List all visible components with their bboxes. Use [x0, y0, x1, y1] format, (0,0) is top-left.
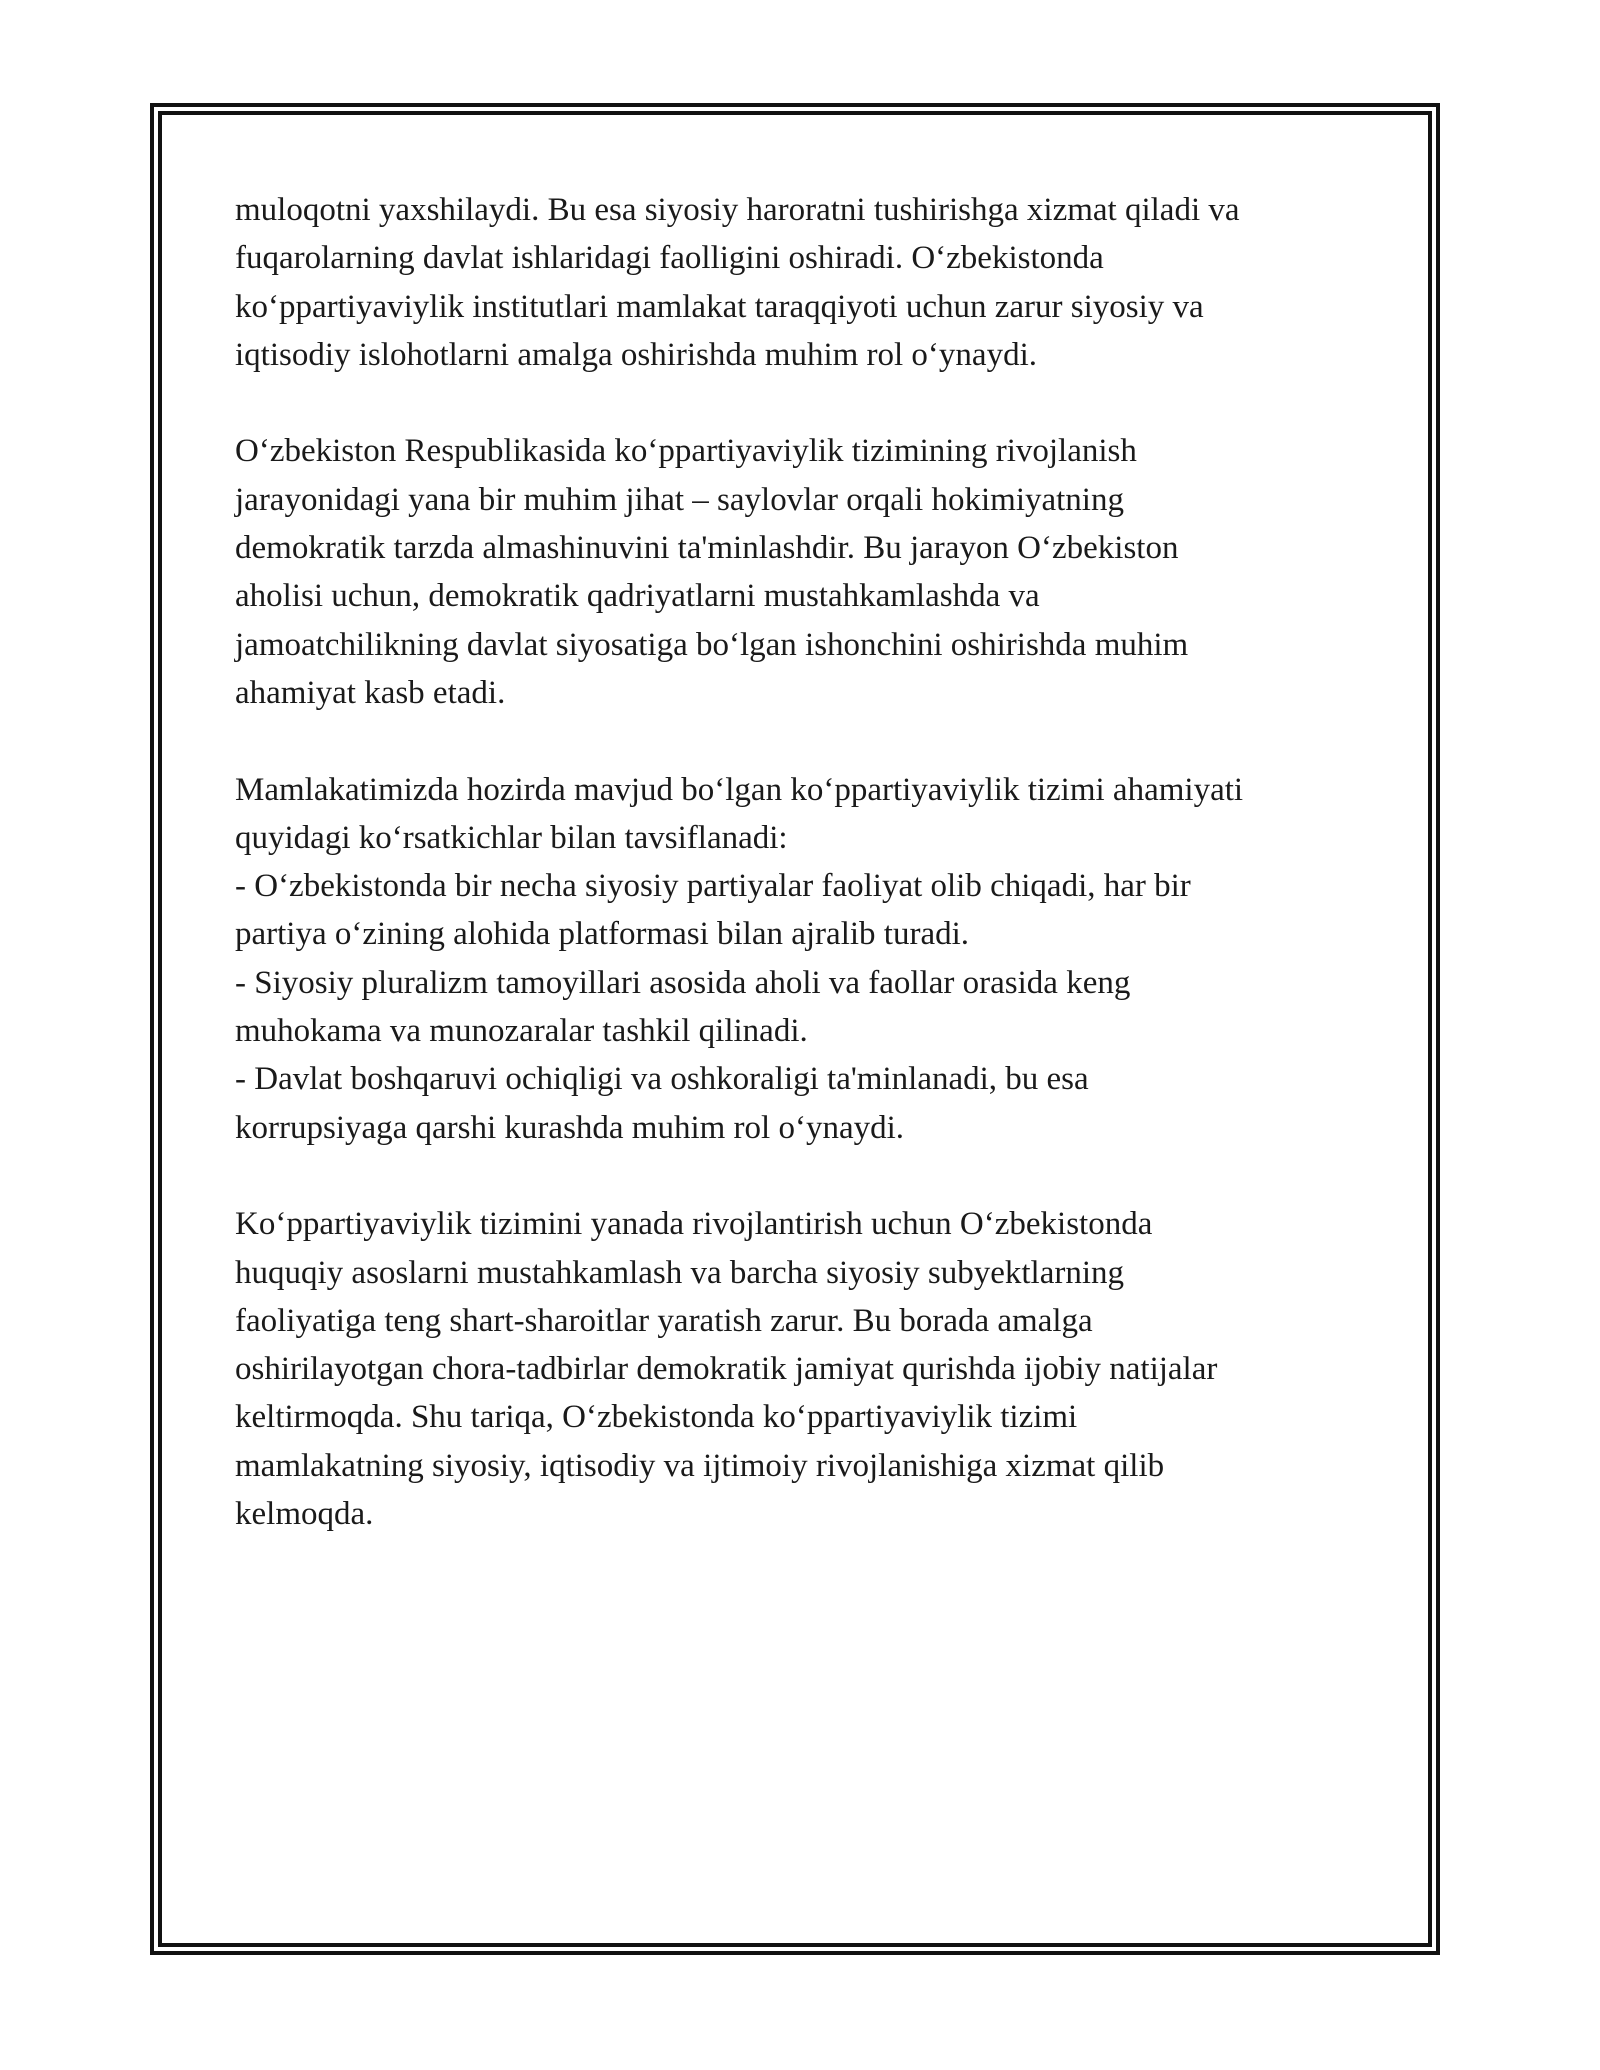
text-line: ko‘ppartiyaviylik institutlari mamlakat taraqqiyoti uchun zarur siyosiy va [235, 288, 1204, 325]
list-item: - Davlat boshqaruvi ochiqligi va oshkoraligi ta'minlanadi, bu esa [235, 1061, 1089, 1098]
document-body [235, 186, 1355, 1587]
paragraph-3 [235, 766, 1355, 1152]
text-line: huquqiy asoslarni mustahkamlash va barcha siyosiy subyektlarning [235, 1254, 1125, 1291]
text-line: fuqarolarning davlat ishlaridagi faolligini oshiradi. O‘zbekistonda [235, 240, 1104, 277]
list-item-continuation: korrupsiyaga qarshi kurashda muhim rol o‘ynaydi. [235, 1109, 905, 1146]
text-line: oshirilayotgan chora-tadbirlar demokratik jamiyat qurishda ijobiy natijalar [235, 1351, 1218, 1388]
text-line: jarayonidagi yana bir muhim jihat – saylovlar orqali hokimiyatning [235, 481, 1124, 518]
list-item-continuation: muhokama va munozaralar tashkil qilinadi. [235, 1013, 808, 1050]
text-line: faoliyatiga teng shart-sharoitlar yaratish zarur. Bu borada amalga [235, 1302, 1093, 1339]
text-line: muloqotni yaxshilaydi. Bu esa siyosiy haroratni tushirishga xizmat qiladi va [235, 192, 1240, 228]
list-item-continuation: partiya o‘zining alohida platformasi bilan ajralib turadi. [235, 916, 970, 953]
text-line: aholisi uchun, demokratik qadriyatlarni mustahkamlashda va [235, 578, 1040, 615]
paragraph-2 [235, 427, 1355, 717]
text-line: keltirmoqda. Shu tariqa, O‘zbekistonda ko‘ppartiyaviylik tizimi [235, 1399, 1078, 1436]
text-line: ahamiyat kasb etadi. [235, 674, 506, 711]
text-line: jamoatchilikning davlat siyosatiga bo‘lgan ishonchini oshirishda muhim [235, 626, 1189, 663]
paragraph-1 [235, 186, 1355, 379]
text-line: quyidagi ko‘rsatkichlar bilan tavsiflanadi: [235, 819, 788, 856]
text-line: Ko‘ppartiyaviylik tizimini yanada rivojlantirish uchun O‘zbekistonda [235, 1206, 1153, 1243]
text-line: Mamlakatimizda hozirda mavjud bo‘lgan ko‘ppartiyaviylik tizimi ahamiyati [235, 771, 1244, 808]
text-line: kelmoqda. [235, 1496, 374, 1533]
text-line: mamlakatning siyosiy, iqtisodiy va ijtimoiy rivojlanishiga xizmat qilib [235, 1447, 1165, 1484]
list-item: - O‘zbekistonda bir necha siyosiy partiyalar faoliyat olib chiqadi, har bir [235, 868, 1191, 905]
text-line: demokratik tarzda almashinuvini ta'minlashdir. Bu jarayon O‘zbekiston [235, 530, 1179, 567]
text-line: O‘zbekiston Respublikasida ko‘ppartiyaviylik tizimining rivojlanish [235, 433, 1137, 470]
text-line: iqtisodiy islohotlarni amalga oshirishda muhim rol o‘ynaydi. [235, 336, 1037, 373]
list-item: - Siyosiy pluralizm tamoyillari asosida aholi va faollar orasida keng [235, 964, 1131, 1001]
paragraph-4 [235, 1200, 1355, 1538]
